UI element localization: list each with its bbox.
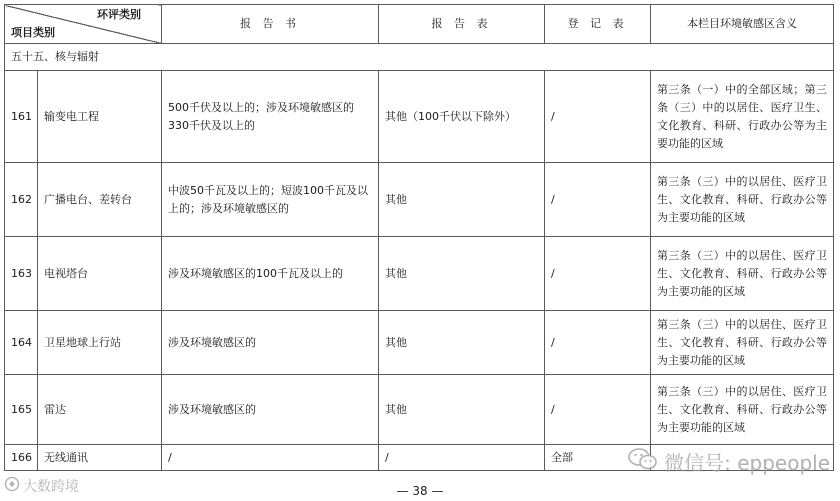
registration-cell: / <box>545 375 651 445</box>
report-book-cell: 涉及环境敏感区的 <box>162 375 379 445</box>
row-number: 165 <box>5 375 38 445</box>
row-number: 166 <box>5 445 38 471</box>
section-row <box>5 44 834 71</box>
registration-cell: / <box>545 163 651 237</box>
registration-cell: / <box>545 71 651 163</box>
sensitive-area-meaning-header: 本栏目环境敏感区含义 <box>651 5 834 44</box>
report-book-cell: 涉及环境敏感区的 <box>162 311 379 375</box>
report-book-header: 报 告 书 <box>162 5 379 44</box>
wechat-id-text: 微信号: eppeople <box>664 451 830 475</box>
report-form-cell: 其他 <box>379 237 545 311</box>
project-name: 广播电台、差转台 <box>38 163 162 237</box>
report-book-cell: / <box>162 445 379 471</box>
meaning-cell: 第三条（三）中的以居住、医疗卫生、文化教育、科研、行政办公等为主要功能的区域 <box>651 163 834 237</box>
project-category-header: 项目类别 <box>11 26 55 39</box>
report-form-cell: 其他（100千伏以下除外） <box>379 71 545 163</box>
diagonal-header-cell <box>5 5 162 44</box>
project-name: 雷达 <box>38 375 162 445</box>
project-name: 无线通讯 <box>38 445 162 471</box>
report-form-header: 报 告 表 <box>379 5 545 44</box>
header-row <box>5 5 834 44</box>
report-form-cell: / <box>379 445 545 471</box>
project-name: 卫星地球上行站 <box>38 311 162 375</box>
table-row <box>5 163 834 237</box>
meaning-cell: 第三条（一）中的全部区域；第三条（三）中的以居住、医疗卫生、文化教育、科研、行政办公等为主要功能的区域 <box>651 71 834 163</box>
meaning-cell: 第三条（三）中的以居住、医疗卫生、文化教育、科研、行政办公等为主要功能的区域 <box>651 237 834 311</box>
table-row <box>5 71 834 163</box>
registration-cell: 全部 <box>545 445 651 471</box>
wechat-icon <box>628 447 658 476</box>
page-number: — 38 — <box>396 484 444 498</box>
row-number: 161 <box>5 71 38 163</box>
table-row <box>5 375 834 445</box>
eia-category-header: 环评类别 <box>97 8 141 21</box>
table-row <box>5 311 834 375</box>
table-row <box>5 237 834 311</box>
source-name-text: 大数跨境 <box>23 479 79 495</box>
project-name: 输变电工程 <box>38 71 162 163</box>
registration-cell: / <box>545 237 651 311</box>
section-title: 五十五、核与辐射 <box>5 44 834 71</box>
row-number: 164 <box>5 311 38 375</box>
meaning-cell: 第三条（三）中的以居住、医疗卫生、文化教育、科研、行政办公等为主要功能的区域 <box>651 311 834 375</box>
row-number: 162 <box>5 163 38 237</box>
report-form-cell: 其他 <box>379 163 545 237</box>
registration-form-header: 登 记 表 <box>545 5 651 44</box>
wechat-watermark <box>628 447 830 476</box>
registration-cell: / <box>545 311 651 375</box>
meaning-cell: 第三条（三）中的以居住、医疗卫生、文化教育、科研、行政办公等为主要功能的区域 <box>651 375 834 445</box>
report-book-cell: 涉及环境敏感区的100千瓦及以上的 <box>162 237 379 311</box>
row-number: 163 <box>5 237 38 311</box>
regulation-table <box>4 4 834 471</box>
project-name: 电视塔台 <box>38 237 162 311</box>
report-book-cell: 中波50千瓦及以上的；短波100千瓦及以上的；涉及环境敏感区的 <box>162 163 379 237</box>
report-form-cell: 其他 <box>379 311 545 375</box>
report-form-cell: 其他 <box>379 375 545 445</box>
report-book-cell: 500千伏及以上的；涉及环境敏感区的330千伏及以上的 <box>162 71 379 163</box>
